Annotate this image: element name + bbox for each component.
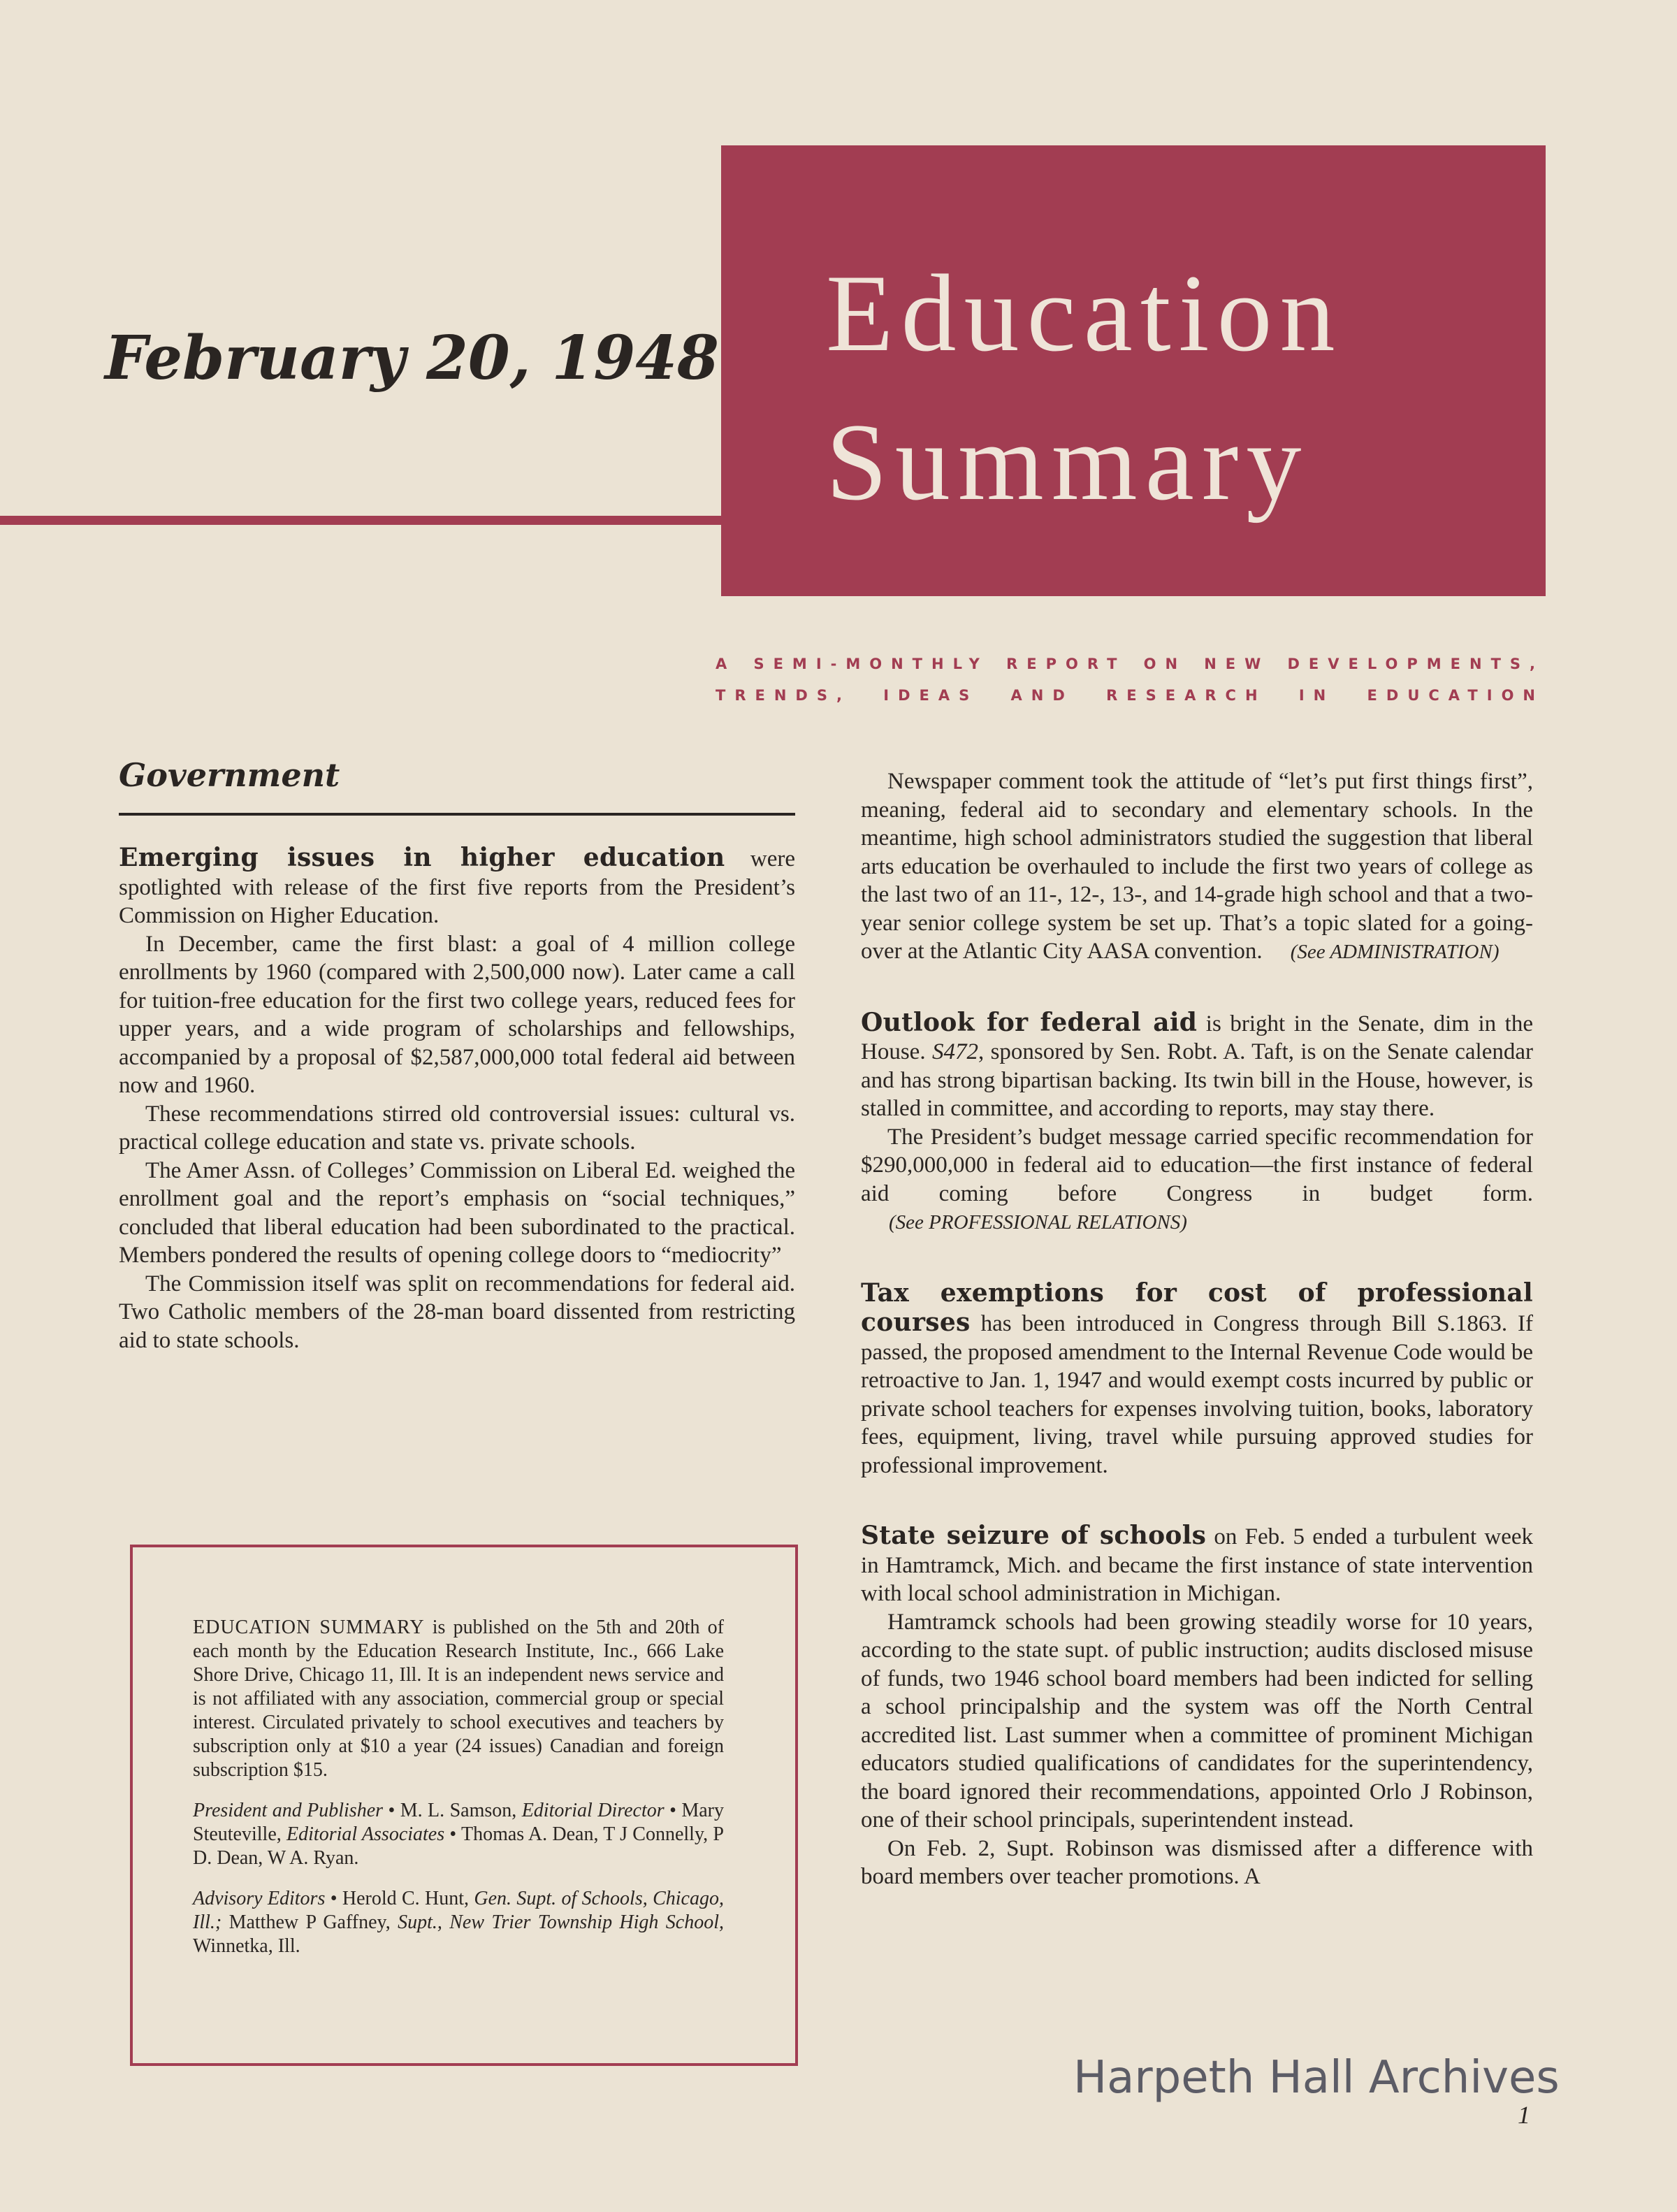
lead-text: were spotlighted with release of the first five reports from the President’s Commission on Higher Education.: [119, 846, 795, 928]
masthead-rule: [0, 516, 721, 525]
article-headline: State seizure of schools: [861, 1521, 1207, 1550]
tagline-line-1: A SEMI-MONTHLY REPORT ON NEW DEVELOPMENTS,: [716, 656, 1544, 672]
staff-name: Thomas A. Dean, T J Connelly, P D. Dean, W A. Ryan.: [193, 1823, 724, 1869]
publication-details: is published on the 5th and 20th of each month by the Education Research Institute, Inc., 666 Lake Shore Drive, Chicago 11, Ill. It is an independent news service and is not affiliated with any association, commercial group or special interest. Circulated privately to school executives and teachers by subscription only at $10 a year (24 issues) Canadian and foreign subscription $15.: [193, 1617, 724, 1781]
article-tax-exemptions: [861, 1279, 1533, 1480]
tagline-line-2: TRENDS, IDEAS AND RESEARCH IN EDUCATION: [716, 687, 1544, 704]
paragraph: The Amer Assn. of Colleges’ Commission on Liberal Ed. weighed the enrollment goal and the report’s emphasis on “social techniques,” concluded that liberal education had been subordinated to the practical. Members pondered the results of opening college doors to “mediocrity”: [119, 1157, 795, 1268]
lead-text: on Feb. 5 ended a turbulent week in Hamtramck, Mich. and became the first instance of state intervention with local school administration in Michigan.: [861, 1524, 1533, 1606]
cross-reference: (See ADMINISTRATION): [1290, 941, 1500, 963]
staff-credits: President and Publisher • M. L. Samson, Editorial Director • Mary Steuteville, Editorial Associates • Thomas A. Dean, T J Connelly, P D. Dean, W A. Ryan.: [193, 1800, 724, 1869]
publication-name: EDUCATION SUMMARY: [193, 1617, 425, 1638]
article-headline: Outlook for federal aid: [861, 1007, 1198, 1037]
section-heading: Government: [119, 756, 340, 794]
advisory-role: Advisory Editors: [193, 1888, 326, 1909]
article-higher-education: [119, 844, 795, 1354]
staff-name: Mary Steuteville,: [193, 1800, 724, 1845]
cross-reference: (See PROFESSIONAL RELATIONS): [889, 1211, 1187, 1234]
advisory-credits: Advisory Editors • Herold C. Hunt, Gen. Supt. of Schools, Chicago, Ill.; Matthew P Gaffney, Supt., New Trier Township High School, Winnetka, Ill.: [193, 1888, 724, 1957]
article-federal-aid: [861, 1009, 1533, 1237]
article-lead: [119, 844, 795, 930]
right-column: [861, 767, 1533, 1933]
bill-number: S472: [931, 1039, 978, 1064]
paragraph: [861, 1123, 1533, 1237]
paragraph: On Feb. 2, Supt. Robinson was dismissed after a difference with board members over teacher promotions. A: [861, 1835, 1533, 1889]
staff-role: Editorial Associates: [286, 1823, 445, 1845]
title-line-1: Education: [826, 252, 1343, 375]
title-line-2: Summary: [826, 401, 1309, 523]
paragraph-text: The President’s budget message carried specific recommendation for $290,000,000 in federal aid to education—the first instance of federal aid coming before Congress in budget form.: [861, 1124, 1533, 1206]
paragraph: [861, 767, 1533, 967]
paragraph: In December, came the first blast: a goal of 4 million college enrollments by 1960 (compared with 2,500,000 now). Later came a call for tuition-free education for the first two college years, reduced fees for upper years, and a wide program of scholarships and fellowships, accompanied by a proposal of $2,587,000,000 total federal aid between now and 1960.: [119, 931, 795, 1098]
advisor-name: Matthew P Gaffney,: [222, 1911, 398, 1933]
publication-title: [826, 239, 1539, 537]
publication-info: [193, 1616, 724, 1782]
issue-date: February 20, 1948: [105, 323, 719, 393]
paragraph: These recommendations stirred old controversial issues: cultural vs. practical college education and state vs. private schools.: [119, 1101, 795, 1155]
colophon-text: [193, 1616, 724, 1975]
lead-text: is bright in the Senate, dim in the House.: [861, 1011, 1533, 1064]
archive-watermark: Harpeth Hall Archives: [1073, 2052, 1560, 2104]
article-headline: Tax exemptions for cost of professional courses: [861, 1278, 1533, 1337]
lead-text: , sponsored by Sen. Robt. A. Taft, is on the Senate calendar and has strong bipartisan backing. Its twin bill in the House, however, is stalled in committee, and according to reports, may stay there.: [861, 1039, 1533, 1121]
advisor-title: Supt., New Trier Township High School,: [398, 1911, 724, 1933]
article-lead: [861, 1279, 1533, 1480]
paragraph-text: Newspaper comment took the attitude of “let’s put first things first”, meaning, federal aid to secondary and elementary schools. In the meantime, high school administrators studied the suggestion that liberal arts education be overhauled to include the first two years of college as the last two of an 11-, 12-, 13-, and 14-grade high school and that a two-year senior college system be set up. That’s a topic slated for a going-over at the Atlantic City AASA convention.: [861, 769, 1533, 964]
article-higher-education-continued: [861, 767, 1533, 967]
lead-text: has been introduced in Congress through Bill S.1863. If passed, the proposed amendment to the Internal Revenue Code would be retroactive to Jan. 1, 1947 and would exempt costs incurred by public or private school teachers for expenses involving tuition, books, laboratory fees, equipment, living, travel while pursuing approved studies for professional improvement.: [861, 1311, 1533, 1478]
advisor-place: Winnetka, Ill.: [193, 1935, 300, 1957]
colophon-box: [130, 1545, 798, 2066]
tagline: [716, 649, 1544, 711]
section-divider: [119, 813, 795, 816]
staff-role: Editorial Director: [521, 1800, 665, 1821]
article-lead: [861, 1521, 1533, 1608]
article-lead: [861, 1009, 1533, 1123]
staff-role: President and Publisher: [193, 1800, 384, 1821]
paragraph: The Commission itself was split on recommendations for federal aid. Two Catholic members of the 28-man board dissented from restricting aid to state schools.: [119, 1271, 795, 1353]
staff-name: M. L. Samson,: [400, 1800, 522, 1821]
article-headline: Emerging issues in higher education: [119, 843, 725, 872]
advisor-title: Gen. Supt. of Schools, Chicago, Ill.;: [193, 1888, 724, 1933]
advisor-name: Herold C. Hunt,: [342, 1888, 474, 1909]
paragraph: Hamtramck schools had been growing steadily worse for 10 years, according to the state supt. of public instruction; audits disclosed misuse of funds, two 1946 school board members had been indicted for selling a school principalship and the system was off the North Central accredited list. Last summer when a committee of prominent Michigan educators studied qualifications of candidates for the superintendency, the board ignored their recommendations, appointed Orlo J Robinson, one of their school principals, superintendent instead.: [861, 1609, 1533, 1833]
article-state-seizure: [861, 1521, 1533, 1891]
page-number: 1: [1518, 2101, 1530, 2129]
left-column: [119, 844, 795, 1396]
